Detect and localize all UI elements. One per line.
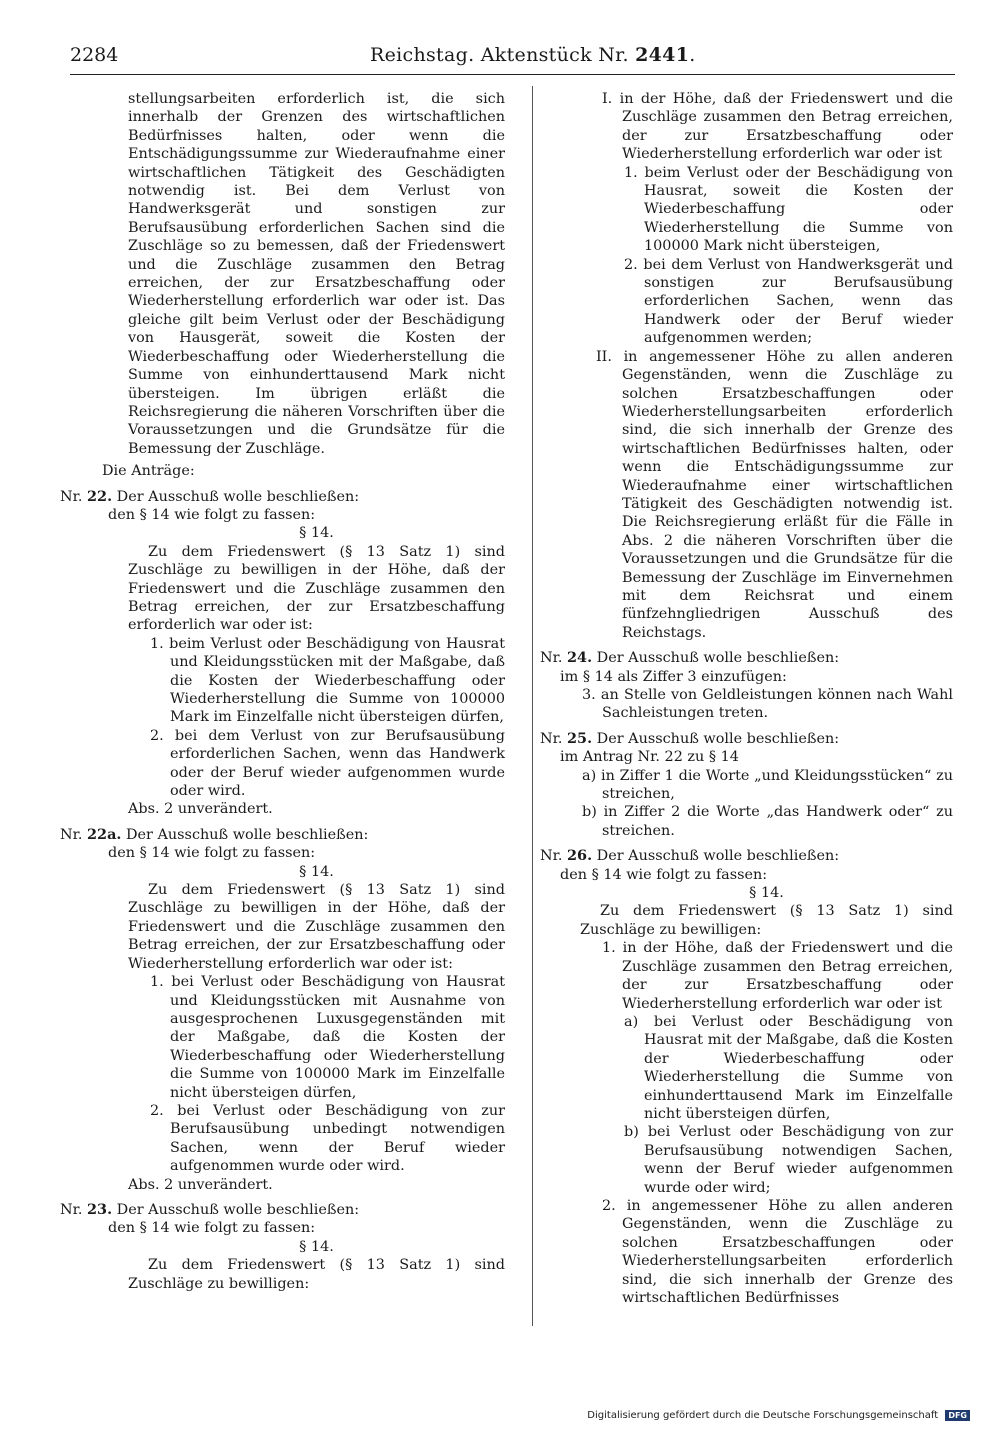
section-I-item-1: 1. beim Verlust oder der Beschädigung von Hausrat, soweit die Kosten der Wiederbeschaffung oder Wiederherstellung die Summe von 100000 Mark nicht übersteigen, (624, 164, 953, 255)
motion-22a-body: Zu dem Friedenswert (§ 13 Satz 1) sind Zuschläge zu bewilligen in der Höhe, daß der Friedenswert und die Zuschläge zusammen den Betrag erreichen, der zur Ersatzbeschaffung oder Wiederherstellung erforderlich war oder ist: (128, 882, 505, 972)
footer-text: Digitalisierung gefördert durch die Deutsche Forschungsgemeinschaft (587, 1410, 939, 1421)
motion-22-body: Zu dem Friedenswert (§ 13 Satz 1) sind Zuschläge zu bewilligen in der Höhe, daß der Friedenswert und die Zuschläge zusammen den Betrag erreichen, der zur Ersatzbeschaffung erforderlich war oder ist: (128, 543, 505, 634)
motion-text: Der Ausschuß wolle beschließen: (126, 826, 369, 843)
left-column (60, 90, 505, 1293)
header-rule (70, 74, 955, 75)
section-I-item-2: 2. bei dem Verlust von Handwerksgerät und sonstigen zur Berufsausübung erforderlichen Sachen, wenn das Handwerk oder der Beruf wieder aufgenommen werden; (624, 256, 953, 347)
motion-25-item-a: a) in Ziffer 1 die Worte „und Kleidungsstücken“ zu streichen, (582, 767, 953, 803)
motion-22-item-2: 2. bei dem Verlust von zur Berufsausübung erforderlichen Sachen, wenn das Handwerk oder der Beruf wieder aufgenommen wurde oder wird. (150, 727, 505, 800)
motion-number: 22a. (87, 825, 122, 843)
motion-22-item-1: 1. beim Verlust oder Beschädigung von Hausrat und Kleidungsstücken mit der Maßgabe, daß die Kosten der Wiederbeschaffung oder Wiederherstellung die Summe von 100000 Mark im Einzelfalle nicht übersteigen dürfen, (150, 635, 505, 726)
motion-26-instruction: den § 14 wie folgt zu fassen: (560, 866, 768, 883)
motion-26-item-1a: a) bei Verlust oder Beschädigung von Hausrat mit der Maßgabe, daß die Kosten der Wiederbeschaffung oder Wiederherstellung die Summe von einhunderttausend Mark im Einzelfalle nicht übersteigen dürfen, (624, 1013, 953, 1122)
digitization-footer (587, 1410, 970, 1421)
motion-22a-abs: Abs. 2 unverändert. (128, 1176, 273, 1193)
motion-22a-item-2: 2. bei Verlust oder Beschädigung von zur Berufsausübung unbedingt notwendigen Sachen, wenn der Beruf wieder aufgenommen wurde oder wird. (150, 1102, 505, 1175)
motion-22a-paragraph-sign: § 14. (299, 863, 334, 880)
motion-26-item-1b: b) bei Verlust oder Beschädigung von zur Berufsausübung notwendigen Sachen, wenn der Beruf wieder aufgenommen wurde oder wird; (624, 1124, 953, 1196)
motion-text: Der Ausschuß wolle beschließen: (596, 650, 840, 667)
title-suffix: . (689, 44, 696, 66)
section-I: I. in der Höhe, daß der Friedenswert und die Zuschläge zusammen den Betrag erreichen, der zur Ersatzbeschaffung oder Wiederherstellung erforderlich war oder ist (602, 91, 953, 163)
motion-23-header (60, 1201, 505, 1219)
motion-26-body: Zu dem Friedenswert (§ 13 Satz 1) sind Zuschläge zu bewilligen: (580, 903, 953, 938)
motion-number: 25. (567, 729, 593, 747)
motion-25-item-b: b) in Ziffer 2 die Worte „das Handwerk oder“ zu streichen. (582, 804, 953, 839)
motion-number: 22. (87, 487, 113, 505)
title-prefix: Reichstag. Aktenstück Nr. (370, 44, 629, 66)
motion-24-header (540, 649, 953, 667)
document-number: 2441 (635, 44, 690, 66)
motion-26-paragraph-sign: § 14. (749, 885, 784, 902)
motion-text: Der Ausschuß wolle beschließen: (596, 730, 840, 747)
motion-26-item-2: 2. in angemessener Höhe zu allen anderen Gegenständen, wenn die Zuschläge zu solchen Ersatzbeschaffungen oder Wiederherstellungsarbeiten erforderlich sind, die sich innerhalb der Grenze des wirtschaftlichen Bedürfnisses (602, 1197, 953, 1306)
motion-label: Nr. (60, 1201, 83, 1218)
motion-23-body: Zu dem Friedenswert (§ 13 Satz 1) sind Zuschläge zu bewilligen: (128, 1257, 505, 1292)
motion-22-header (60, 488, 505, 506)
section-II: II. in angemessener Höhe zu allen anderen Gegenständen, wenn die Zuschläge zu solchen Ersatzbeschaffungen oder Wiederherstellungsarbeiten erforderlich sind, die sich innerhalb der Grenze des wirtschaftlichen Bedürfnisses halten, oder wenn die Entschädigungssumme zur Wiederaufnahme einer wirtschaftlichen Tätigkeit des Geschädigten notwendig ist. Die Reichsregierung erläßt für die Fälle in Abs. 2 die näheren Vorschriften über die Voraussetzungen und die Grundsätze für die Bemessung der Zuschläge im Einvernehmen mit dem Reichsrat und einem fünfzehngliedrigen Ausschuß des Reichstags. (596, 348, 953, 641)
motion-25-instruction: im Antrag Nr. 22 zu § 14 (560, 749, 739, 766)
motion-23-instruction: den § 14 wie folgt zu fassen: (108, 1220, 316, 1237)
motion-23-paragraph-sign: § 14. (299, 1238, 334, 1255)
page-header (70, 44, 955, 74)
motion-text: Der Ausschuß wolle beschließen: (596, 848, 840, 865)
continued-paragraph: stellungsarbeiten erforderlich ist, die sich innerhalb der Grenzen des wirtschaftlichen Bedürfnisses halten, oder wenn die Entschädigungssumme zur Wiederaufnahme einer wirtschaftlichen Tätigkeit des Geschädigten notwendig ist. Bei dem Verlust von Handwerksgerät und sonstigen zur Berufsausübung erforderlichen Sachen sind die Zuschläge so zu bemessen, daß der Friedenswert und die Zuschläge zusammen den Betrag erreichen, der zur Ersatzbeschaffung oder Wiederherstellung erforderlich war oder ist. Das gleiche gilt beim Verlust oder der Beschädigung von Hausgerät, soweit die Kosten der Wiederbeschaffung oder Wiederherstellung die Summe von einhunderttausend Mark nicht übersteigen. Im übrigen erläßt die Reichsregierung die näheren Vorschriften über die Voraussetzungen und die Grundsätze für die Bemessung der Zuschläge. (128, 91, 505, 457)
motion-22a-item-1: 1. bei Verlust oder Beschädigung von Hausrat und Kleidungsstücken mit Ausnahme von ausgesprochenen Luxusgegenständen mit der Maßgabe, daß die Kosten der Wiederbeschaffung oder Wiederherstellung die Summe von 100000 Mark im Einzelfalle nicht übersteigen dürfen, (150, 974, 505, 1101)
motion-22-paragraph-sign: § 14. (299, 525, 334, 542)
motion-26-item-1: 1. in der Höhe, daß der Friedenswert und die Zuschläge zusammen den Betrag erreichen, der zur Ersatzbeschaffung oder Wiederherstellung erforderlich war oder ist (602, 940, 953, 1012)
motion-22a-instruction: den § 14 wie folgt zu fassen: (108, 845, 316, 862)
motion-22-abs: Abs. 2 unverändert. (128, 801, 273, 818)
motion-label: Nr. (60, 826, 83, 843)
motion-text: Der Ausschuß wolle beschließen: (116, 488, 360, 505)
right-column (540, 90, 953, 1307)
antraege-heading: Die Anträge: (102, 463, 195, 480)
motion-26-header (540, 847, 953, 865)
motion-label: Nr. (540, 650, 563, 667)
page-title (370, 44, 696, 66)
motion-number: 24. (567, 649, 593, 667)
motion-24-item-3: 3. an Stelle von Geldleistungen können nach Wahl Sachleistungen treten. (582, 687, 953, 722)
column-divider (532, 86, 533, 1326)
page-number: 2284 (70, 44, 119, 66)
motion-label: Nr. (60, 488, 83, 505)
motion-text: Der Ausschuß wolle beschließen: (116, 1201, 360, 1218)
motion-22a-header (60, 826, 505, 844)
motion-22-instruction: den § 14 wie folgt zu fassen: (108, 506, 316, 523)
motion-number: 26. (567, 847, 593, 865)
motion-24-instruction: im § 14 als Ziffer 3 einzufügen: (560, 668, 787, 685)
dfg-logo: DFG (945, 1410, 970, 1421)
motion-label: Nr. (540, 730, 563, 747)
motion-number: 23. (87, 1200, 113, 1218)
motion-25-header (540, 730, 953, 748)
motion-label: Nr. (540, 848, 563, 865)
